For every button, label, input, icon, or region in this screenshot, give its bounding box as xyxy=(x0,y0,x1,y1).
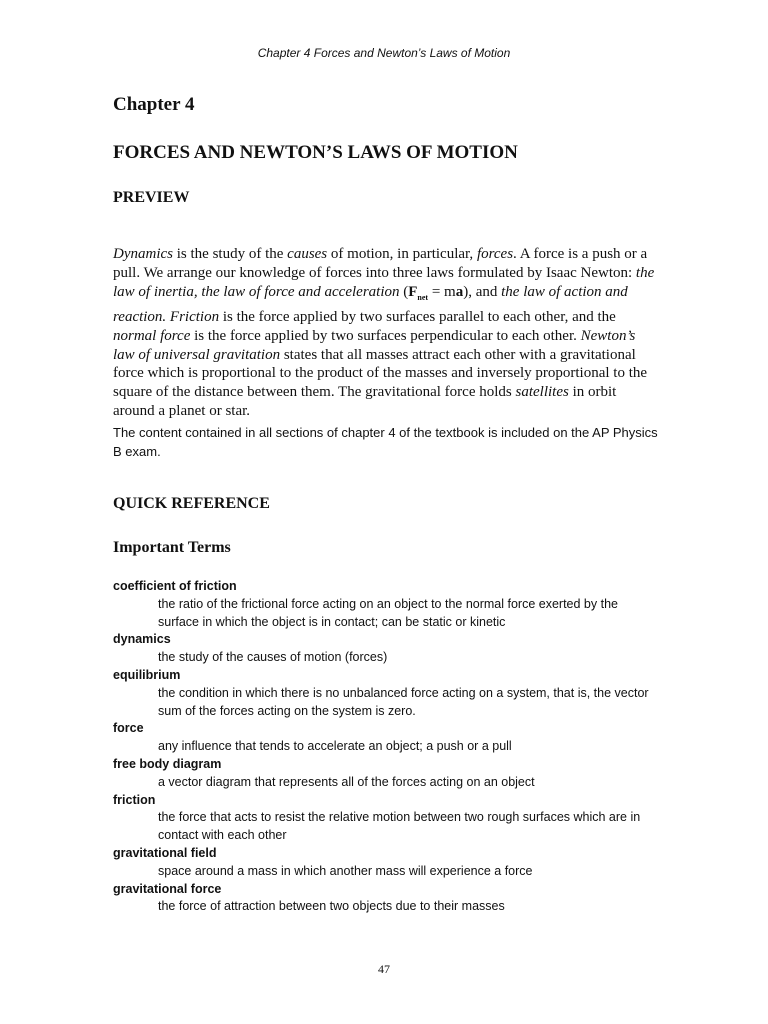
term-definition: the condition in which there is no unbalanced force acting on a system, that is, the vector sum of the forces acting on the system is zero. xyxy=(158,685,649,718)
terms-list xyxy=(113,578,658,916)
preview-paragraph: Dynamics is the study of the causes of motion, in particular, forces. A force is a push or a pull. We arrange our knowledge of forces into three laws formulated by Isaac Newton: the law of inertia, the law of force and acceleration $(F_{net} = ma)$, and the law of action and reaction. Friction is the force applied by two surfaces parallel to each other, and the normal force is the force applied by two surfaces perpendicular to each other. Newton’s law of universal gravitation states that all masses attract each other with a gravitational force which is proportional to the product of the masses and inversely proportional to the square of the distance between them. The gravitational force holds satellites in orbit around a planet or star. xyxy=(113,246,655,420)
term-definition: the force that acts to resist the relative motion between two rough surfaces which are in contact with each other xyxy=(158,810,641,843)
term: force xyxy=(113,721,144,736)
term-definition: the study of the causes of motion (forces) xyxy=(158,650,388,665)
term: friction xyxy=(113,792,156,807)
important-terms-heading: Important Terms xyxy=(113,539,231,556)
term-definition: any influence that tends to accelerate an object; a push or a pull xyxy=(158,739,512,754)
running-header: Chapter 4 Forces and Newton’s Laws of Motion xyxy=(257,46,511,60)
page-number: 47 xyxy=(378,962,390,976)
term: equilibrium xyxy=(113,667,181,682)
term-definition: the ratio of the frictional force acting on an object to the normal force exerted by the surface in which the object is in contact; can be static or kinetic xyxy=(158,596,618,629)
term: coefficient of friction xyxy=(113,579,237,593)
content-note: The content contained in all sections of chapter 4 of the textbook is included on the AP Physics B exam. xyxy=(113,425,658,459)
term: gravitational force xyxy=(113,881,222,896)
quick-reference-heading: QUICK REFERENCE xyxy=(113,495,270,512)
term: dynamics xyxy=(113,632,171,647)
chapter-number: Chapter 4 xyxy=(113,94,195,115)
preview-heading: PREVIEW xyxy=(113,189,190,206)
term-definition: a vector diagram that represents all of the forces acting on an object xyxy=(158,774,535,789)
chapter-title: FORCES AND NEWTON’S LAWS OF MOTION xyxy=(113,142,518,163)
term-definition: the force of attraction between two objects due to their masses xyxy=(158,899,505,914)
term: gravitational field xyxy=(113,845,217,860)
term-definition: space around a mass in which another mass will experience a force xyxy=(158,863,533,878)
term: free body diagram xyxy=(113,756,222,771)
